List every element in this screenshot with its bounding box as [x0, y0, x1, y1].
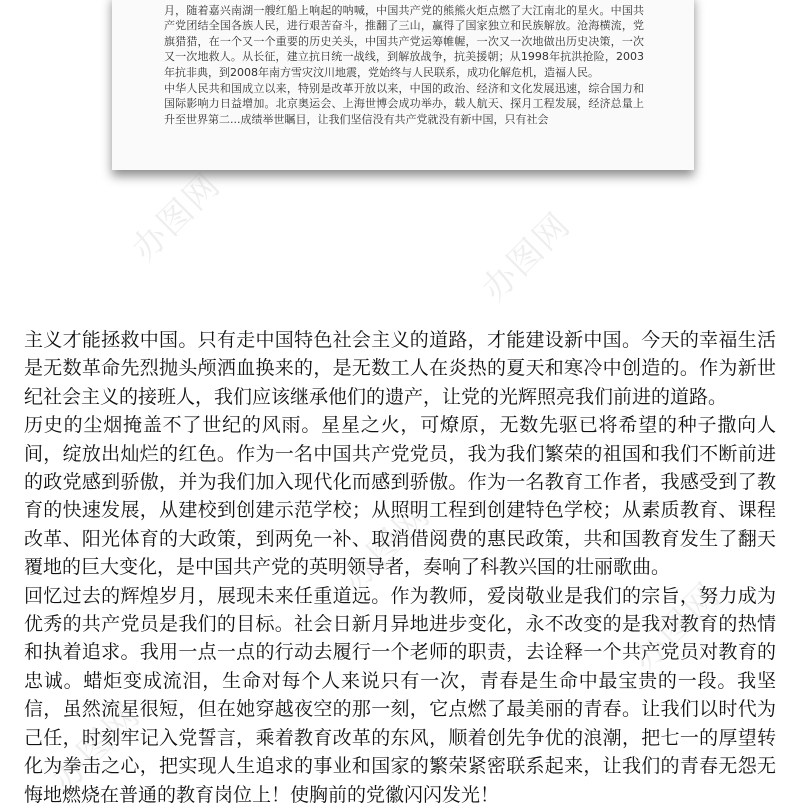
card-text-block: [164, 0, 644, 127]
document-preview-card: [112, 0, 694, 170]
card-paragraph: 中华人民共和国成立以来，特别是改革开放以来，中国的政治、经济和文化发展迅速，综合国力和国际影响力日益增加。北京奥运会、上海世博会成功举办，载人航天、探月工程发展，经济总量上升至世界第二...成绩举世瞩目，让我们坚信没有共产党就没有新中国，只有社会: [164, 81, 644, 126]
card-paragraph: 月，随着嘉兴南湖一艘红船上响起的呐喊，中国共产党的熊熊火炬点燃了大江南北的星火。中国共产党团结全国各族人民，进行艰苦奋斗，推翻了三山，赢得了国家独立和民族解放。沧海横流，党旗猎猎，在一个又一个重要的历史关头，中国共产党运筹帷幄，一次又一次地做出历史决策，一次又一次地救人。从长征，建立抗日统一战线，到解放战争，抗美援朝；从1998年抗洪抢险，2003年抗非典，到2008年南方雪灾汶川地震，党始终与人民联系，成功化解危机，造福人民。: [164, 3, 644, 79]
watermark: 办图网: [124, 164, 229, 270]
watermark: 办图网: [334, 494, 439, 600]
body-paragraph: 历史的尘烟掩盖不了世纪的风雨。星星之火，可燎原，无数先驱已将希望的种子撒向人间，绽放出灿烂的红色。作为一名中国共产党党员，我为我们繁荣的祖国和我们不断前进的政党感到骄傲，并为我们加入现代化而感到骄傲。作为一名教育工作者，我感受到了教育的快速发展，从建校到创建示范学校；从照明工程到创建特色学校；从素质教育、课程改革、阳光体育的大政策，到两免一补、取消借阅费的惠民政策，共和国教育发生了翻天覆地的巨大变化，是中国共产党的英明领导者，奏响了科教兴国的壮丽歌曲。: [24, 414, 776, 579]
body-paragraph: 回忆过去的辉煌岁月，展现未来任重道远。作为教师，爱岗敬业是我们的宗旨，努力成为优秀的共产党员是我们的目标。社会日新月异地进步变化，永不改变的是我对教育的热情和执着追求。我用一点一点的行动去履行一个老师的职责，去诠释一个共产党员对教育的忠诚。蜡炬变成流泪，生命对每个人来说只有一次，青春是生命中最宝贵的一段。我坚信，虽然流星很短，但在她穿越夜空的那一刻，它点燃了最美丽的青春。让我们以时代为己任，时刻牢记入党誓言，乘着教育改革的东风，顺着创先争优的浪潮，把七一的厚望转化为拳击之心，把实现人生追求的事业和国家的繁荣紧密联系起来，让我们的青春无怨无悔地燃烧在普通的教育岗位上！使胸前的党徽闪闪发光！: [24, 584, 776, 806]
body-paragraph: 主义才能拯救中国。只有走中国特色社会主义的道路，才能建设新中国。今天的幸福生活是无数革命先烈抛头颅洒血换来的，是无数工人在炎热的夏天和寒冷中创造的。作为新世纪社会主义的接班人，我们应该继承他们的遗产，让党的光辉照亮我们前进的道路。: [24, 329, 776, 408]
watermark: 办图网: [624, 574, 729, 680]
article-body: [24, 326, 776, 809]
watermark: 办图网: [474, 204, 579, 310]
watermark: 办图网: [44, 694, 149, 800]
